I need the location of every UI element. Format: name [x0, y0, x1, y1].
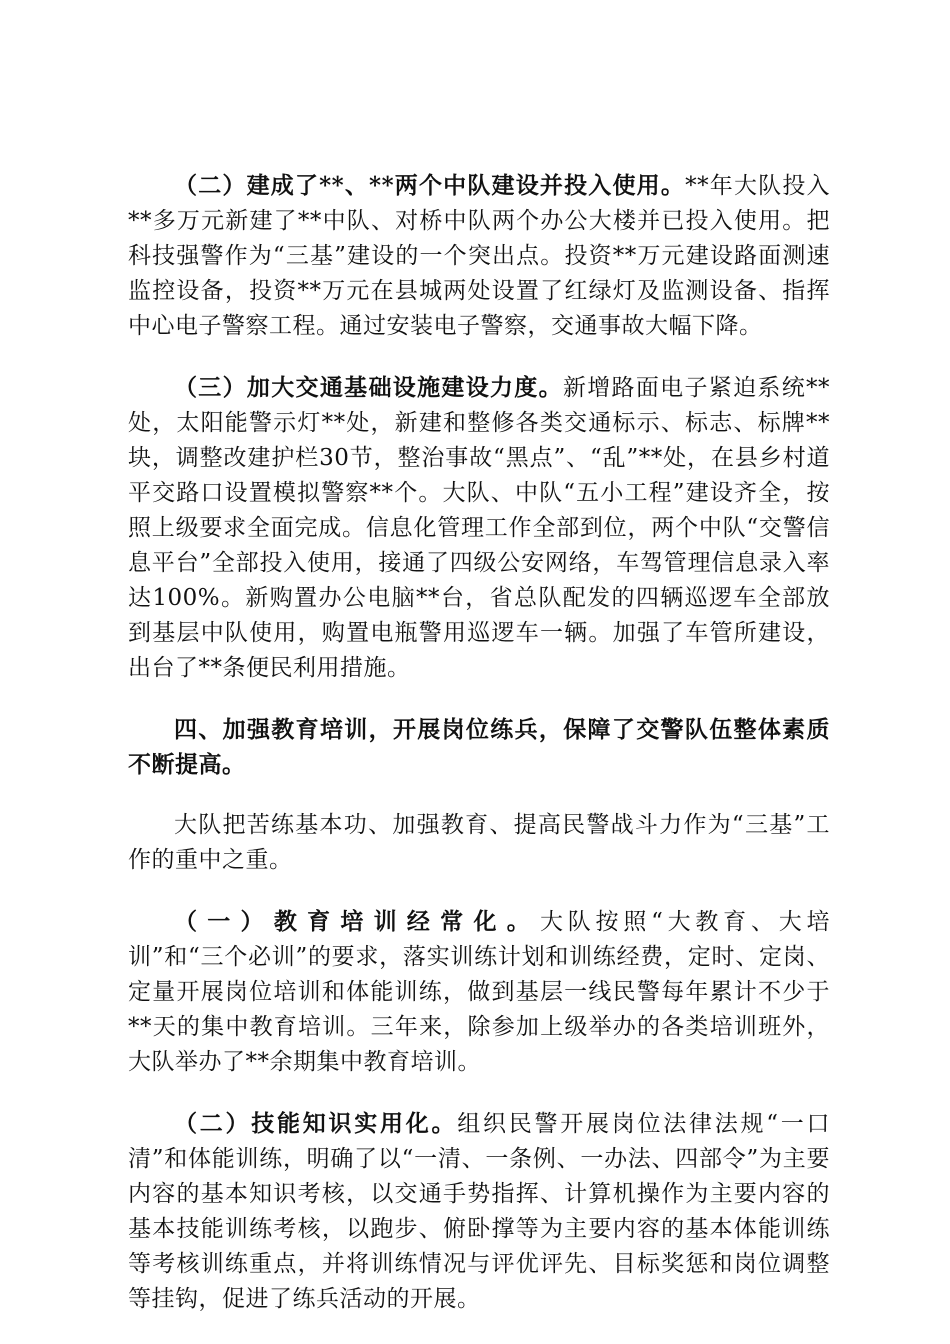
- paragraph-regular-training: [128, 904, 830, 1080]
- paragraph-lead: （二）建成了**、**两个中队建设并投入使用。: [174, 172, 686, 199]
- section-heading-training: [128, 712, 830, 782]
- paragraph-lead: （二）技能知识实用化。: [174, 1110, 458, 1137]
- paragraph-infrastructure: [128, 370, 830, 686]
- paragraph-lead: （三）加大交通基础设施建设力度。: [174, 374, 563, 401]
- paragraph-body: 大队把苦练基本功、加强教育、提高民警战斗力作为“三基”工作的重中之重。: [128, 812, 830, 873]
- paragraph-lead: （一）教育培训经常化。: [174, 908, 541, 935]
- paragraph-intro-training: [128, 808, 830, 878]
- paragraph-completed-squadrons: [128, 168, 830, 344]
- paragraph-body: 组织民警开展岗位法律法规“一口清”和体能训练，明确了以“一清、一条例、一办法、四部令”为主要内容的基本知识考核，以交通手势指挥、计算机操作为主要内容的基本技能训练考核，以跑步、俯卧撑等为主要内容的基本体能训练等考核训练重点，并将训练情况与评优评先、目标奖惩和岗位调整等挂钩，促进了练兵活动的开展。: [128, 1111, 830, 1312]
- paragraph-body: 大队按照“大教育、大培训”和“三个必训”的要求，落实训练计划和训练经费，定时、定岗、定量开展岗位培训和体能训练，做到基层一线民警每年累计不少于**天的集中教育培训。三年来，除参加上级举办的各类培训班外，大队举办了**余期集中教育培训。: [128, 909, 831, 1075]
- paragraph-body: **年大队投入**多万元新建了**中队、对桥中队两个办公大楼并已投入使用。把科技强警作为“三基”建设的一个突出点。投资**万元建设路面测速监控设备，投资**万元在县城两处设置了红绿灯及监测设备、指挥中心电子警察工程。通过安装电子警察，交通事故大幅下降。: [128, 173, 830, 339]
- section-heading-text: 四、加强教育培训，开展岗位练兵，保障了交警队伍整体素质不断提高。: [128, 716, 830, 778]
- paragraph-body: 新增路面电子紧迫系统**处，太阳能警示灯**处，新建和整修各类交通标示、标志、标牌**块，调整改建护栏30节，整治事故“黑点”、“乱”**处，在县乡村道平交路口设置模拟警察**个。大队、中队“五小工程”建设齐全，按照上级要求全面完成。信息化管理工作全部到位，两个中队“交警信息平台”全部投入使用，接通了四级公安网络，车驾管理信息录入率达100%。新购置办公电脑**台，省总队配发的四辆巡逻车全部放到基层中队使用，购置电瓶警用巡逻车一辆。加强了车管所建设，出台了**条便民利用措施。: [128, 375, 831, 681]
- paragraph-practical-skills: [128, 1106, 830, 1317]
- document-page: [128, 168, 830, 1343]
